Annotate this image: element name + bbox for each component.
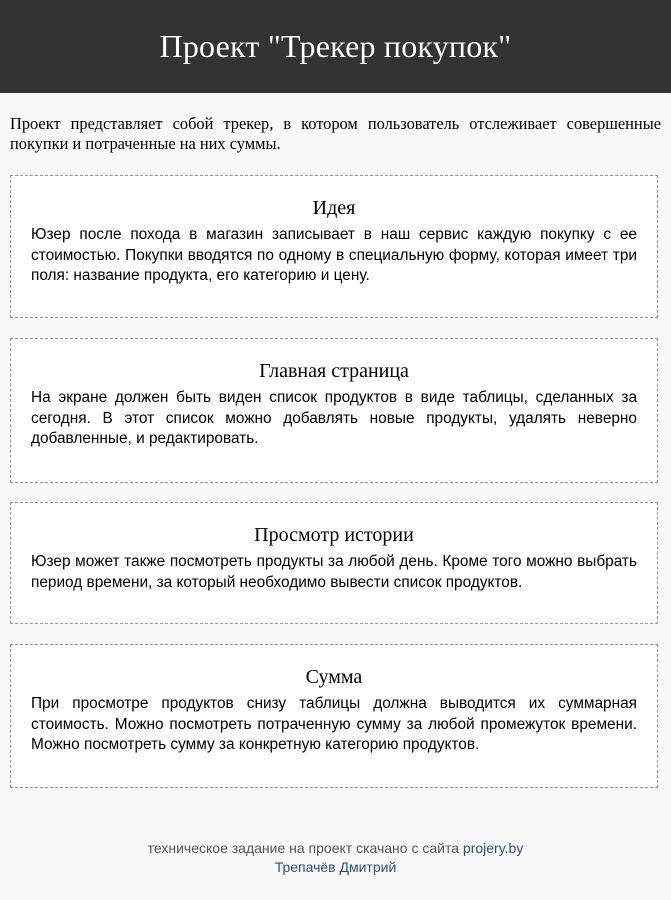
section-text: Юзер после похода в магазин записывает в наш сервис каждую покупку с ее стоимостью. Покупки вводятся по одному в специальную форму, которая имеет три поля: название продукта, его категорию и цену. bbox=[31, 226, 637, 284]
footer-text: техническое задание на проект скачано с сайта bbox=[147, 840, 460, 856]
section-sum bbox=[10, 644, 658, 788]
intro-paragraph: Проект представляет собой трекер, в котором пользователь отслеживает совершенные покупки и потраченные на них суммы. bbox=[10, 114, 661, 153]
section-title: Сумма bbox=[305, 666, 363, 688]
section-idea bbox=[10, 175, 658, 318]
footer-line-2 bbox=[0, 858, 671, 877]
section-text: При просмотре продуктов снизу таблицы должна выводится их суммарная стоимость. Можно посмотреть потраченную сумму за любой промежуток времени. Можно посмотреть сумму за конкретную категорию продуктов. bbox=[31, 695, 637, 753]
author-link[interactable]: Трепачёв Дмитрий bbox=[274, 859, 397, 875]
section-history bbox=[10, 502, 658, 624]
section-main-page bbox=[10, 338, 658, 483]
footer-line-1 bbox=[0, 839, 671, 858]
site-link[interactable]: projery.by bbox=[462, 840, 524, 856]
page-title: Проект "Трекер покупок" bbox=[159, 28, 512, 64]
section-text: На экране должен быть виден список продуктов в виде таблицы, сделанных за сегодня. В этот список можно добавлять новые продукты, удалять неверно добавленные, и редактировать. bbox=[31, 389, 637, 447]
section-title: Идея bbox=[312, 197, 356, 219]
section-title: Главная страница bbox=[259, 360, 409, 382]
page-footer bbox=[0, 839, 671, 877]
section-title: Просмотр истории bbox=[254, 524, 414, 546]
page-header bbox=[0, 0, 671, 93]
section-text: Юзер может также посмотреть продукты за любой день. Кроме того можно выбрать период времени, за который необходимо вывести список продуктов. bbox=[31, 553, 637, 591]
